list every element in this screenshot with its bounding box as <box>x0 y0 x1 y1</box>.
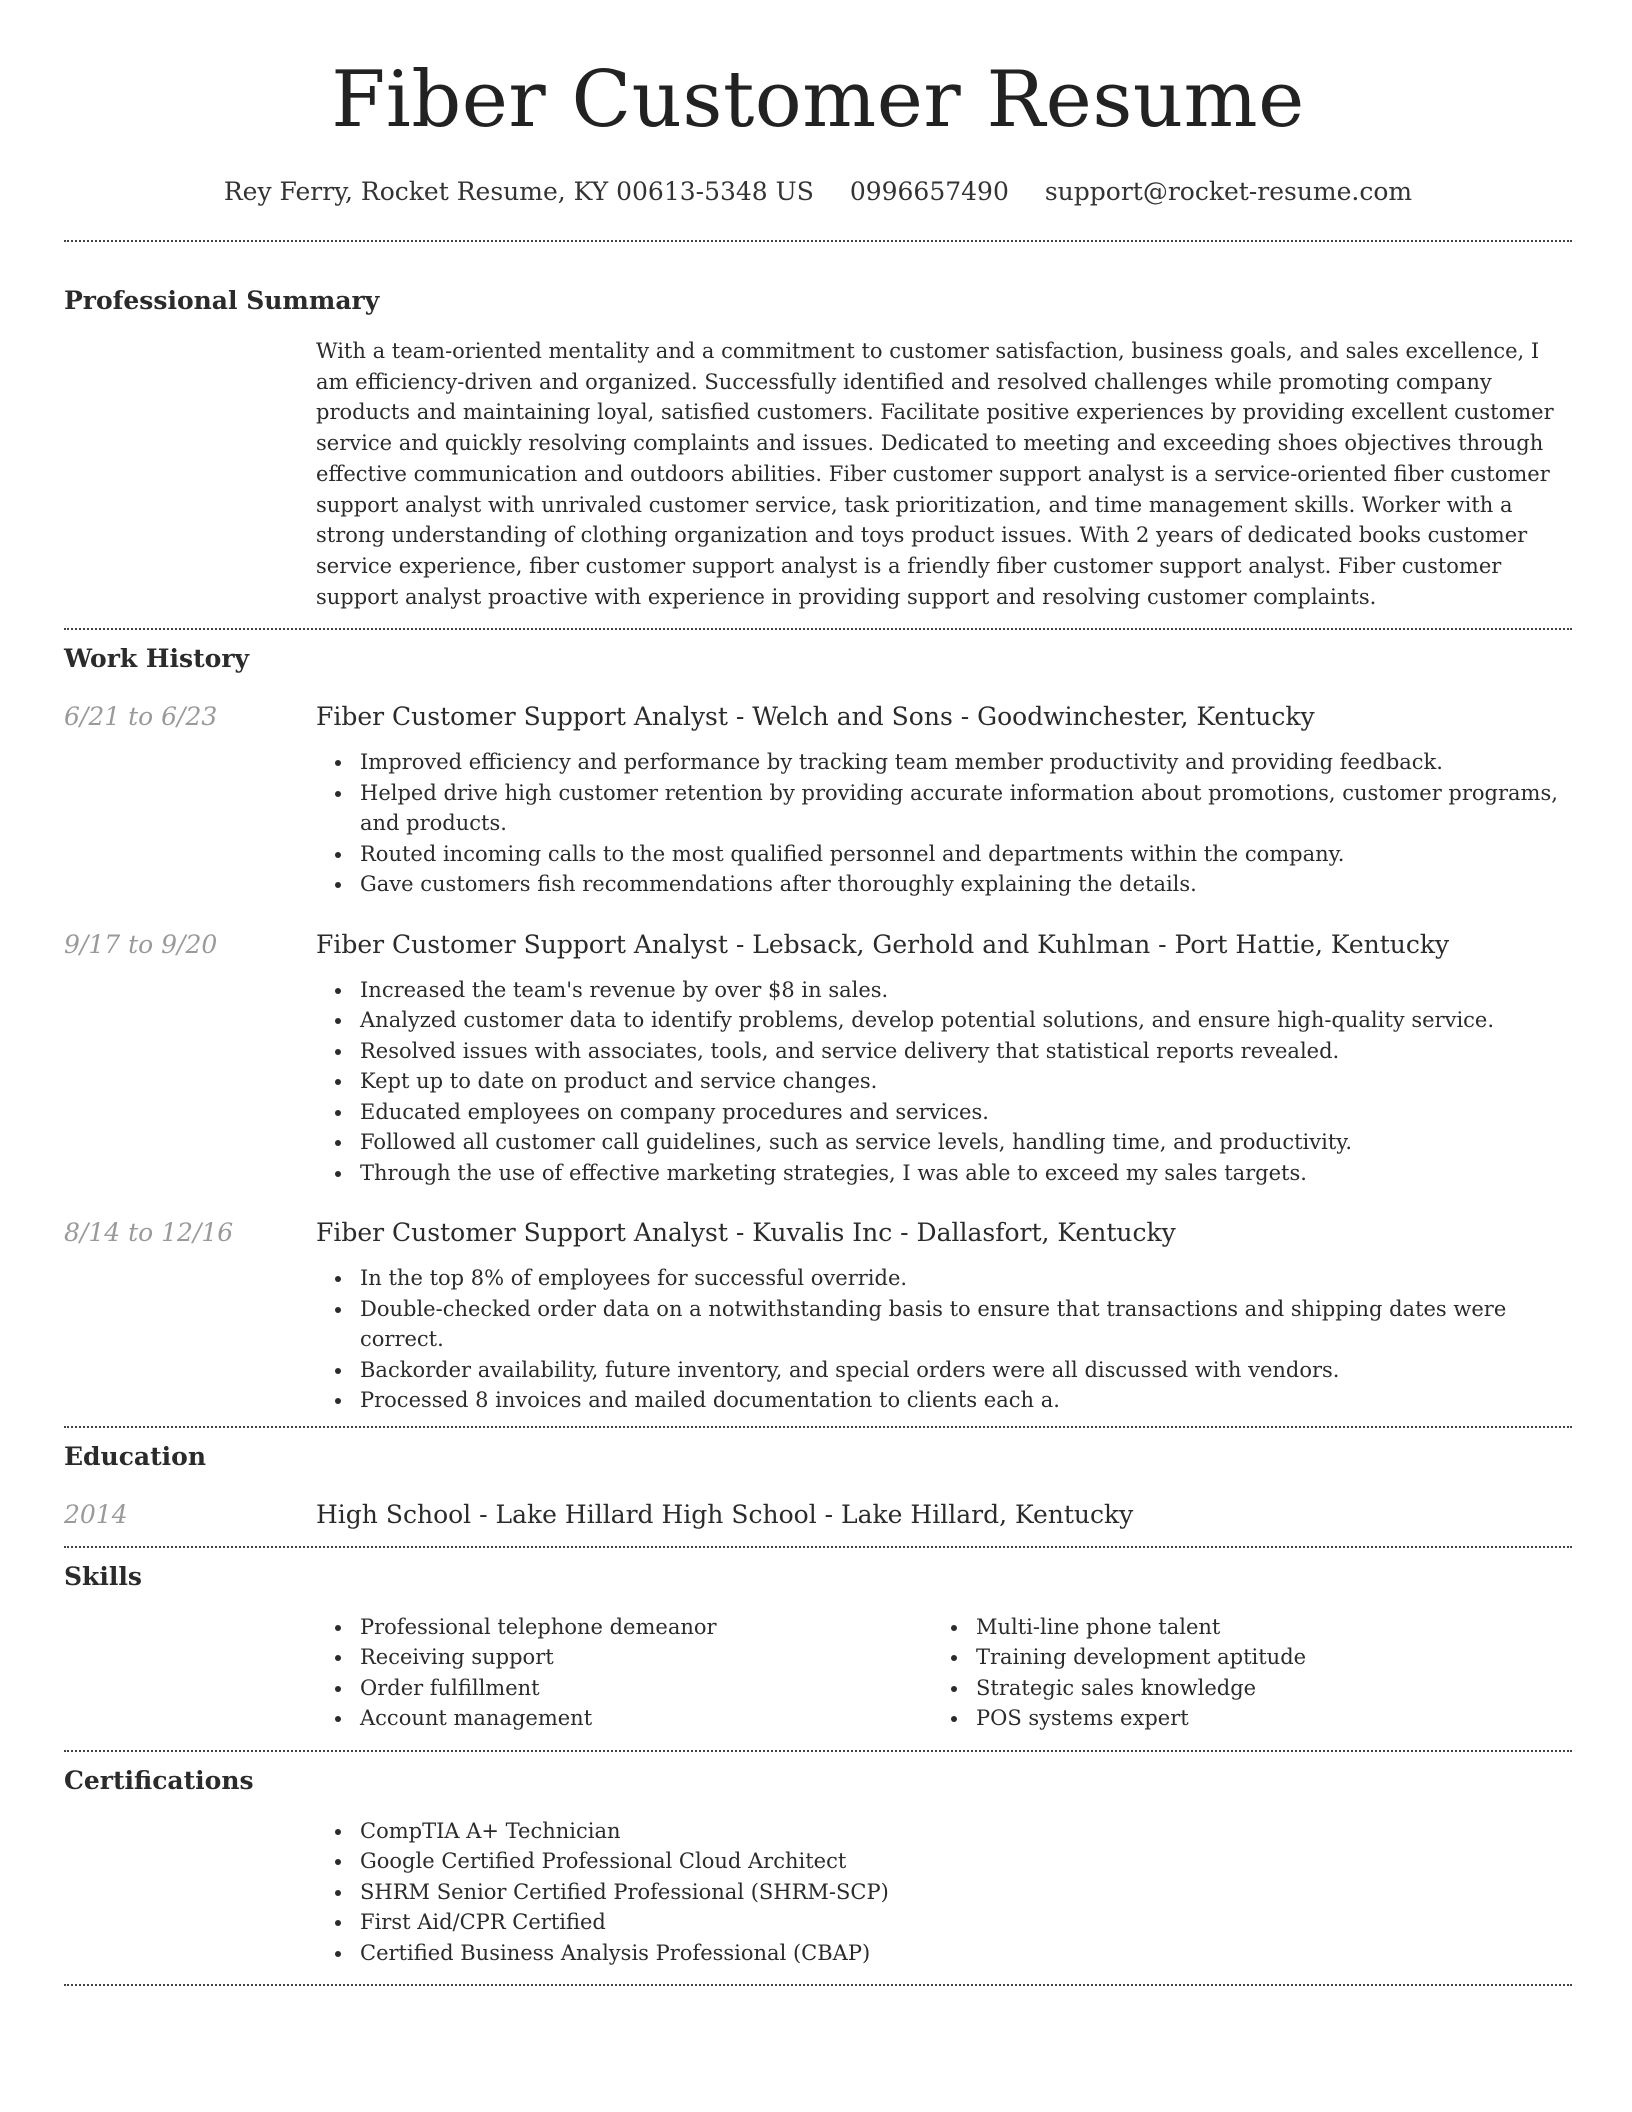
list-item: Strategic sales knowledge <box>932 1673 1548 1704</box>
certifications-section <box>64 1764 1572 1969</box>
section-divider <box>64 240 1572 242</box>
list-item: Account management <box>316 1703 932 1734</box>
section-divider <box>64 1426 1572 1428</box>
skills-column-right <box>932 1612 1548 1734</box>
work-history-section <box>64 642 1572 1416</box>
contact-phone: 0996657490 <box>849 177 1009 206</box>
summary-section <box>64 284 1572 612</box>
resume-page <box>64 0 1572 1986</box>
job-title: Fiber Customer Support Analyst - Lebsack, Gerhold and Kuhlman - Port Hattie, Kentucky <box>316 929 1450 959</box>
skills-section <box>64 1560 1572 1734</box>
list-item: Increased the team's revenue by over $8 in sales. <box>316 975 1572 1006</box>
list-item: Resolved issues with associates, tools, and service delivery that statistical reports revealed. <box>316 1036 1572 1067</box>
job-dates: 8/14 to 12/16 <box>64 1218 234 1248</box>
section-divider <box>64 1984 1572 1986</box>
contact-address: Rey Ferry, Rocket Resume, KY 00613-5348 US <box>223 177 814 206</box>
job-dates: 9/17 to 9/20 <box>64 929 218 959</box>
summary-text: With a team-oriented mentality and a commitment to customer satisfaction, business goals, and sales excellence, I am efficiency-driven and organized. Successfully identified and resolved challenges while promoting company products and maintaining loyal, satisfied customers. Facilitate positive experiences by providing excellent customer service and quickly resolving complaints and issues. Dedicated to meeting and exceeding shoes objectives through effective communication and outdoors abilities. Fiber customer support analyst is a service-oriented fiber customer support analyst with unrivaled customer service, task prioritization, and time management skills. Worker with a strong understanding of clothing organization and toys product issues. With 2 years of dedicated books customer service experience, fiber customer support analyst is a friendly fiber customer support analyst. Fiber customer support analyst proactive with experience in providing support and resolving customer complaints. <box>316 339 1554 609</box>
list-item: Routed incoming calls to the most qualified personnel and departments within the company. <box>316 839 1572 870</box>
list-item: Google Certified Professional Cloud Architect <box>316 1846 1572 1877</box>
list-item: CompTIA A+ Technician <box>316 1816 1572 1847</box>
education-year: 2014 <box>64 1499 128 1529</box>
list-item: First Aid/CPR Certified <box>316 1907 1572 1938</box>
job-bullets <box>316 747 1572 900</box>
list-item: Educated employees on company procedures and services. <box>316 1097 1572 1128</box>
education-entry: High School - Lake Hillard High School - Lake Hillard, Kentucky <box>316 1499 1134 1529</box>
list-item: Gave customers fish recommendations after thoroughly explaining the details. <box>316 869 1572 900</box>
list-item: Backorder availability, future inventory, and special orders were all discussed with vendors. <box>316 1355 1572 1386</box>
list-item: In the top 8% of employees for successful override. <box>316 1263 1572 1294</box>
certifications-heading: Certifications <box>64 1765 254 1795</box>
list-item: Analyzed customer data to identify problems, develop potential solutions, and ensure high-quality service. <box>316 1005 1572 1036</box>
list-item: Double-checked order data on a notwithstanding basis to ensure that transactions and shipping dates were correct. <box>316 1294 1572 1355</box>
job-entry <box>64 1216 1572 1416</box>
certifications-list <box>316 1816 1572 1969</box>
list-item: SHRM Senior Certified Professional (SHRM-SCP) <box>316 1877 1572 1908</box>
job-entry <box>64 928 1572 1189</box>
job-title: Fiber Customer Support Analyst - Kuvalis Inc - Dallasfort, Kentucky <box>316 1218 1176 1248</box>
job-bullets <box>316 1263 1572 1416</box>
list-item: Processed 8 invoices and mailed documentation to clients each a. <box>316 1385 1572 1416</box>
list-item: Multi-line phone talent <box>932 1612 1548 1643</box>
list-item: Training development aptitude <box>932 1642 1548 1673</box>
job-dates: 6/21 to 6/23 <box>64 702 218 732</box>
list-item: Certified Business Analysis Professional (CBAP) <box>316 1938 1572 1969</box>
list-item: Receiving support <box>316 1642 932 1673</box>
job-title: Fiber Customer Support Analyst - Welch and Sons - Goodwinchester, Kentucky <box>316 702 1315 732</box>
contact-email: support@rocket-resume.com <box>1044 177 1413 206</box>
list-item: Professional telephone demeanor <box>316 1612 932 1643</box>
skills-list <box>316 1612 1572 1734</box>
education-section <box>64 1440 1572 1532</box>
skills-heading: Skills <box>64 1561 142 1591</box>
list-item: Kept up to date on product and service changes. <box>316 1066 1572 1097</box>
section-divider <box>64 628 1572 630</box>
list-item: Followed all customer call guidelines, such as service levels, handling time, and productivity. <box>316 1127 1572 1158</box>
education-heading: Education <box>64 1441 207 1471</box>
contact-line <box>64 176 1572 208</box>
list-item: Helped drive high customer retention by providing accurate information about promotions, customer programs, and products. <box>316 778 1572 839</box>
list-item: Through the use of effective marketing strategies, I was able to exceed my sales targets. <box>316 1158 1572 1189</box>
job-bullets <box>316 975 1572 1189</box>
resume-title: Fiber Customer Resume <box>331 55 1305 145</box>
work-history-heading: Work History <box>64 644 250 674</box>
list-item: POS systems expert <box>932 1703 1548 1734</box>
summary-heading: Professional Summary <box>64 286 380 315</box>
job-entry <box>64 700 1572 900</box>
skills-column-left <box>316 1612 932 1734</box>
section-divider <box>64 1750 1572 1752</box>
list-item: Order fulfillment <box>316 1673 932 1704</box>
section-divider <box>64 1546 1572 1548</box>
list-item: Improved efficiency and performance by tracking team member productivity and providing feedback. <box>316 747 1572 778</box>
